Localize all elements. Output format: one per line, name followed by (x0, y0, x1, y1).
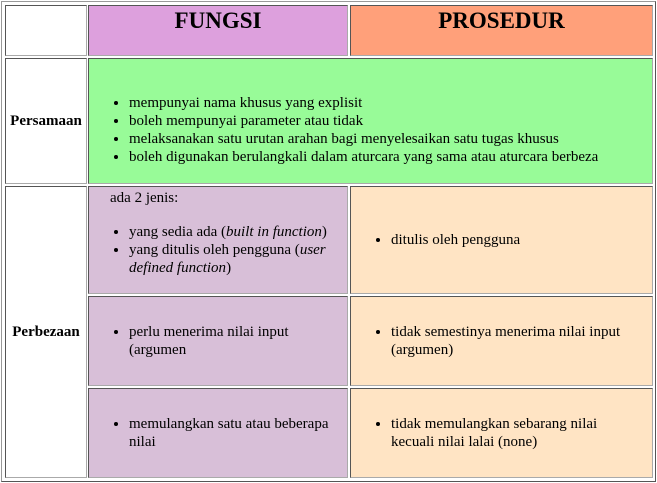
prosedur-jenis-cell (350, 186, 653, 294)
persamaan-label: Persamaan (5, 58, 87, 184)
fungsi-input-cell (88, 296, 348, 386)
list-item: • memulangkan satu atau beberapa nilai (129, 415, 345, 451)
prosedur-return-cell (350, 388, 653, 478)
list-item (129, 241, 347, 277)
item-text: yang sedia ada ( (129, 224, 227, 240)
item-end: ) (226, 260, 232, 276)
persamaan-cell (88, 58, 653, 184)
prosedur-input-cell (350, 296, 653, 386)
item-emphasis: built in function (226, 224, 322, 240)
list-item (129, 223, 347, 241)
corner-cell (5, 5, 87, 56)
list-item: • melaksanakan satu urutan arahan bagi menyelesaikan satu tugas khusus (129, 130, 598, 148)
prosedur-header: PROSEDUR (350, 5, 653, 56)
item-text: yang ditulis oleh pengguna ( (129, 242, 300, 258)
fungsi-header: FUNGSI (88, 5, 348, 56)
perbezaan-label: Perbezaan (5, 186, 87, 478)
list-item: • boleh mempunyai parameter atau tidak (129, 112, 598, 130)
persamaan-list (89, 94, 598, 166)
fungsi-jenis-cell (88, 186, 348, 294)
list-item: • mempunyai nama khusus yang explisit (129, 94, 598, 112)
list-item: • tidak memulangkan sebarang nilai kecuali nilai lalai (none) (391, 415, 642, 451)
jenis-intro: ada 2 jenis: (110, 190, 179, 206)
item-end: ) (321, 224, 327, 240)
list-item: • ditulis oleh pengguna (391, 231, 520, 249)
item-emphasis: user defined function (129, 242, 326, 276)
jenis-list (89, 223, 347, 277)
list-item: • perlu menerima nilai input (argumen (129, 323, 317, 359)
list-item: • tidak semestinya menerima nilai input (argumen) (391, 323, 644, 359)
fungsi-return-cell (88, 388, 348, 478)
list-item: • boleh digunakan berulangkali dalam aturcara yang sama atau aturcara berbeza (129, 148, 598, 166)
